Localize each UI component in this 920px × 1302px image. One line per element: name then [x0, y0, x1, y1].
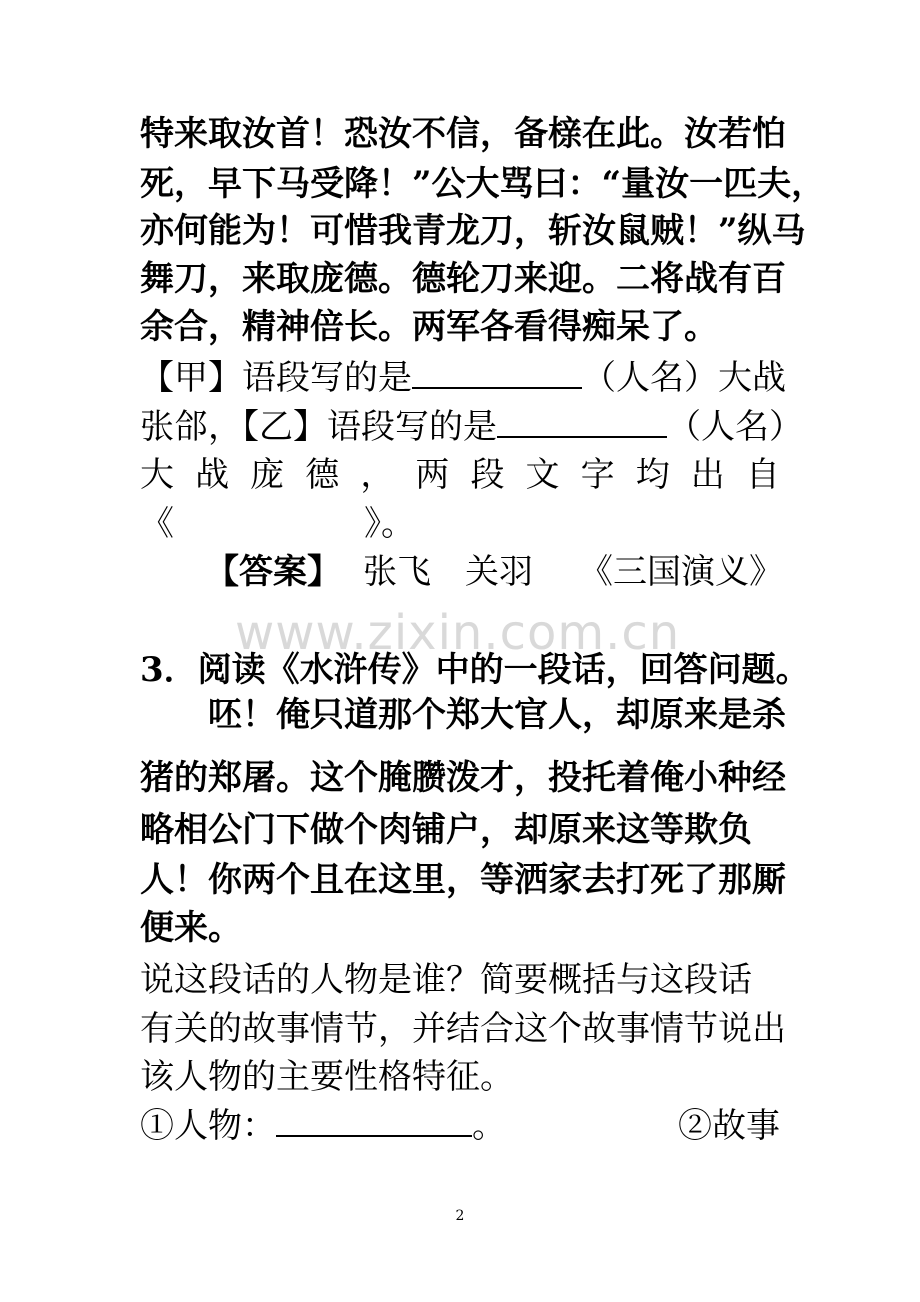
char: 文	[525, 455, 560, 495]
char: 自	[745, 455, 780, 495]
answer-line	[205, 547, 783, 597]
passage-line-4: 舞刀，来取庞德。德轮刀来迎。二将战有百	[140, 259, 786, 299]
quote-line-4: 人！你两个且在这里，等洒家去打死了那厮	[140, 860, 786, 900]
watermark: www.zixin.com.cn	[235, 605, 681, 661]
quote-line-2: 猪的郑屠。这个腌臜泼才，投托着俺小种经	[140, 758, 786, 798]
answer-label: 【答案】	[205, 552, 341, 592]
char: 战	[195, 455, 230, 495]
passage-line-5: 余合，精神倍长。两军各看得痴呆了。	[140, 307, 718, 347]
item-1-end: 。	[472, 1106, 506, 1146]
char: 均	[635, 455, 670, 495]
question-text: 张郃，【乙】语段写的是	[140, 407, 497, 447]
char: 德	[305, 455, 340, 495]
passage-line-2: 死，早下马受降！”公大骂曰：“量汝一匹夫，	[140, 164, 826, 204]
question-3-title: 3．阅读《水浒传》中的一段话，回答问题。	[140, 650, 810, 690]
passage-line-3: 亦何能为！可惜我青龙刀，斩汝鼠贼！”纵马	[140, 211, 806, 251]
prompt-line-3: 该人物的主要性格特征。	[140, 1057, 514, 1097]
question-2-line-2	[140, 402, 803, 452]
char: 出	[690, 455, 725, 495]
answer-1: 张飞	[363, 552, 431, 592]
item-line	[140, 1101, 780, 1151]
answer-blank-1[interactable]	[412, 357, 582, 389]
answer-3: 《三国演义》	[579, 552, 783, 592]
question-2-line-4	[140, 499, 780, 549]
quote-line-1: 呸！俺只道那个郑大官人，却原来是杀	[208, 695, 786, 735]
item-2-label: ②故事	[678, 1106, 780, 1146]
page-number: 2	[455, 1208, 465, 1224]
char: 庞	[250, 455, 285, 495]
question-text: （人名）	[667, 407, 803, 447]
char: 两	[415, 455, 450, 495]
item-1-label: ①人物：	[140, 1106, 276, 1146]
question-text: （人名）大战	[582, 358, 786, 398]
quote-line-5: 便来。	[140, 908, 242, 948]
char: 段	[470, 455, 505, 495]
prompt-line-1: 说这段话的人物是谁？简要概括与这段话	[140, 960, 752, 1000]
prompt-line-2: 有关的故事情节，并结合这个故事情节说出	[140, 1009, 786, 1049]
char: 字	[580, 455, 615, 495]
answer-2: 关羽	[465, 552, 533, 592]
quote-line-3: 略相公门下做个肉铺户，却原来这等欺负	[140, 810, 752, 850]
answer-blank-4[interactable]	[276, 1105, 472, 1137]
question-2-line-3	[140, 450, 780, 500]
char: 大	[140, 455, 174, 495]
question-2-line-1	[140, 353, 786, 403]
book-title-open: 《	[140, 504, 174, 544]
book-title-close: 》。	[364, 504, 415, 544]
answer-blank-2[interactable]	[497, 406, 667, 438]
char: ，	[360, 455, 395, 495]
passage-line-1: 特来取汝首！恐汝不信，备榇在此。汝若怕	[140, 114, 786, 154]
question-text: 【甲】语段写的是	[140, 358, 412, 398]
